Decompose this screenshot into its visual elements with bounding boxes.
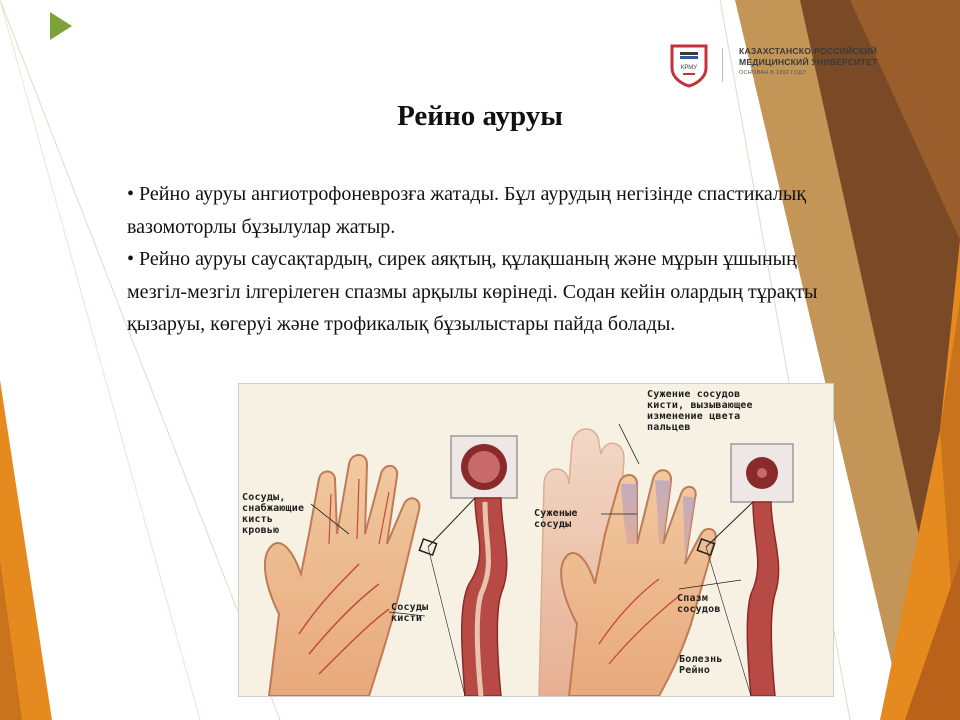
logo-badge-text: КРМУ [680, 65, 698, 71]
bullet-item: • Рейно ауруы ангиотрофоневрозға жатады. Бұл аурудың негізінде спастикалық вазомоторлы бұзылулар жатыр. [127, 183, 807, 238]
label-narrowed-vessels: Суженые сосуды [534, 508, 578, 530]
label-spasm: Спазм сосудов [677, 593, 721, 615]
label-vessels-supplying: Сосуды, снабжающие кисть кровью [242, 492, 305, 536]
label-narrowing: Сужение сосудов кисти, вызывающее изменение цвета пальцев [647, 389, 753, 433]
left-vessel-inset [428, 436, 517, 696]
logo-line2: МЕДИЦИНСКИЙ УНИВЕРСИТЕТ [739, 57, 878, 67]
logo-line3: ОСНОВАН В 1992 ГОДУ [739, 70, 807, 76]
logo-line1: КАЗАХСТАНСКО-РОССИЙСКИЙ [739, 46, 878, 56]
shield-icon [666, 40, 712, 88]
label-hand-vessels: Сосуды кисти [391, 602, 429, 624]
slide-title: Рейно ауруы [397, 100, 563, 132]
university-logo [666, 40, 926, 88]
raynaud-illustration [238, 383, 834, 697]
bullet-list [127, 178, 827, 341]
university-name [739, 46, 877, 78]
label-disease: Болезнь Рейно [679, 654, 723, 676]
bullet-item: • Рейно ауруы саусақтардың, сирек аяқтың, құлақшаның және мұрын ұшының мезгіл-мезгіл ілгерілеген спазмы арқылы көрінеді. Содан кейін олардың тұрақты қызаруы, көгеруі және трофикалық бұзылыстары пайда болады. [127, 248, 818, 335]
